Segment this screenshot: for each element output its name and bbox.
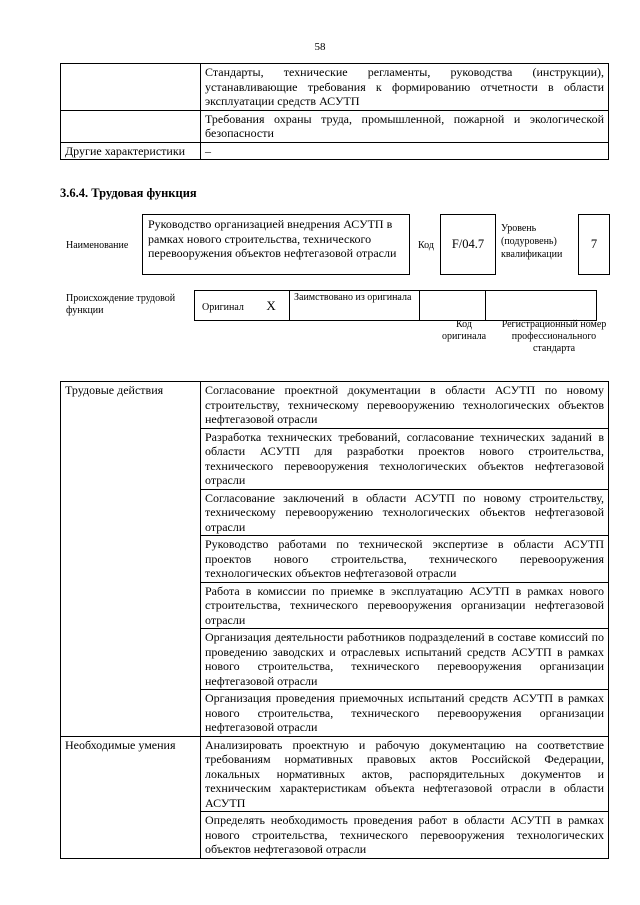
registration-number-cell [486, 291, 597, 321]
section-title: 3.6.4. Трудовая функция [60, 186, 197, 200]
labor-actions-label: Трудовые действия [61, 382, 201, 737]
function-code-box: F/04.7 [440, 214, 496, 275]
labor-action-item: Работа в комиссии по приемке в эксплуатацию АСУТП в рамках нового строительства, технического перевооружения организации нефтегазовой отрасли [201, 582, 609, 629]
level-label: Уровень (подуровень) квалификации [501, 223, 563, 260]
origin-table [194, 290, 597, 321]
safety-requirements-cell: Требования охраны труда, промышленной, пожарной и экологической безопасности [201, 110, 609, 142]
original-label: Оригинал [202, 301, 244, 313]
labor-action-item: Руководство работами по технической экспертизе в области АСУТП проектов нового строительства, технического перевооружения технологических объектов нефтегазовой отрасли [201, 536, 609, 583]
original-mark: X [266, 297, 276, 313]
code-label: Код [418, 240, 434, 251]
page-number: 58 [314, 41, 326, 53]
labor-action-item: Разработка технических требований, согласование технических заданий в области АСУТП для разработки проектов нового строительства, технического перевооружения технологических объектов нефтегазовой отрасли [201, 428, 609, 489]
function-details-table [60, 381, 609, 859]
skills-label: Необходимые умения [61, 736, 201, 858]
skill-item: Определять необходимость проведения работ в области АСУТП в рамках нового строительства, технического перевооружения технологических объектов нефтегазовой отрасли [201, 812, 609, 859]
regulations-cell: Стандарты, технические регламенты, руководства (инструкции), устанавливающие требования к формированию отчетности в области эксплуатации средств АСУТП [201, 64, 609, 111]
registration-number-caption: Регистрационный номер профессионального стандарта [501, 319, 607, 354]
borrowed-label: Заимствовано из оригинала [290, 291, 420, 321]
function-name-box: Руководство организацией внедрения АСУТП в рамках нового строительства, технического перевооружения объектов нефтегазовой отрасли [142, 214, 410, 275]
qualification-level-box: 7 [578, 214, 610, 275]
labor-action-item: Согласование проектной документации в области АСУТП по новому строительству, техническому перевооружению технологических объектов нефтегазовой отрасли [201, 382, 609, 429]
naming-label: Наименование [66, 240, 129, 251]
origin-label: Происхождение трудовой функции [66, 293, 176, 316]
labor-action-item: Согласование заключений в области АСУТП по новому строительству, техническому перевооружению технологических объектов нефтегазовой отрасли [201, 489, 609, 536]
empty-label-cell [61, 110, 201, 142]
characteristics-table [60, 63, 609, 160]
labor-action-item: Организация проведения приемочных испытаний средств АСУТП в рамках нового строительства, технического перевооружения организации нефтегазовой отрасли [201, 690, 609, 737]
original-code-caption: Код оригинала [441, 319, 487, 342]
original-code-cell [420, 291, 486, 321]
other-characteristics-value: – [201, 142, 609, 160]
original-cell [195, 291, 290, 321]
labor-action-item: Организация деятельности работников подразделений в составе комиссий по проведению заводских и отраслевых испытаний средств АСУТП в рамках нового строительства, технического перевооружения организации нефтегазовой отрасли [201, 629, 609, 690]
empty-label-cell [61, 64, 201, 111]
other-characteristics-label: Другие характеристики [61, 142, 201, 160]
skill-item: Анализировать проектную и рабочую документацию на соответствие требованиям нормативных правовых актов Российской Федерации, локальных нормативных актов, распорядительных документов и техническим характеристикам объекта нефтегазовой отрасли в области АСУТП [201, 736, 609, 812]
